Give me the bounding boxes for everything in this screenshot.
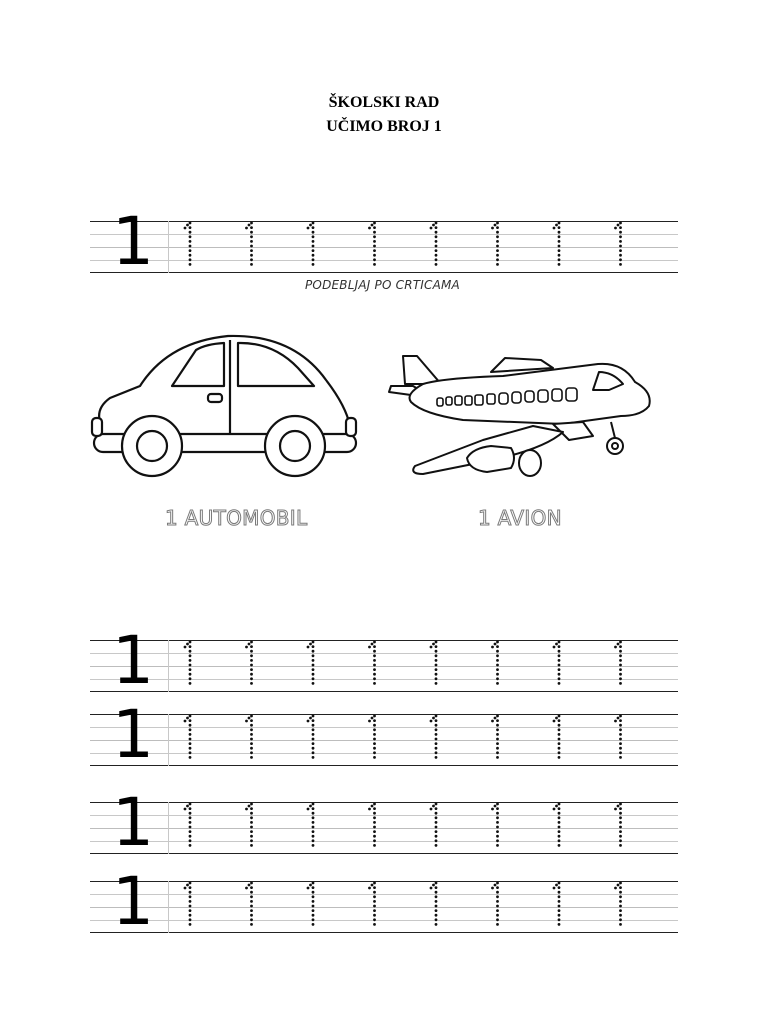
model-digit: 1 — [112, 784, 154, 861]
model-digit: 1 — [112, 696, 154, 773]
model-digit: 1 — [112, 203, 154, 280]
dotted-one-1 — [184, 641, 192, 685]
model-digit: 1 — [112, 622, 154, 699]
worksheet-subtitle: UČIMO BROJ 1 — [326, 118, 442, 135]
dotted-one-1 — [184, 222, 192, 266]
airplane-label: 1 AVION — [478, 506, 562, 530]
dotted-one-5 — [430, 715, 438, 759]
dotted-one-7 — [553, 715, 561, 759]
tracing-row-2 — [90, 622, 678, 699]
car-label: 1 AUTOMOBIL — [165, 506, 308, 530]
dotted-one-1 — [184, 803, 192, 847]
dotted-digit-guides — [90, 881, 678, 934]
dotted-one-8 — [614, 222, 622, 266]
dotted-one-2 — [245, 641, 253, 685]
dotted-digit-guides — [90, 640, 678, 693]
dotted-one-2 — [245, 222, 253, 266]
dotted-one-1 — [184, 882, 192, 926]
dotted-one-6 — [491, 882, 499, 926]
tracing-row-3 — [90, 696, 678, 773]
model-digit: 1 — [112, 863, 154, 940]
dotted-one-7 — [553, 222, 561, 266]
tracing-row-4 — [90, 784, 678, 861]
dotted-one-7 — [553, 641, 561, 685]
dotted-one-5 — [430, 803, 438, 847]
tracing-row-5 — [90, 863, 678, 940]
dotted-one-6 — [491, 803, 499, 847]
airplane-icon — [383, 350, 658, 480]
dotted-one-8 — [614, 882, 622, 926]
dotted-one-5 — [430, 882, 438, 926]
dotted-digit-guides — [90, 802, 678, 855]
dotted-one-3 — [307, 803, 315, 847]
dotted-one-5 — [430, 222, 438, 266]
dotted-one-8 — [614, 715, 622, 759]
dotted-one-8 — [614, 641, 622, 685]
dotted-digit-guides — [90, 221, 678, 274]
dotted-one-4 — [368, 641, 376, 685]
dotted-one-4 — [368, 222, 376, 266]
dotted-one-3 — [307, 882, 315, 926]
dotted-one-4 — [368, 803, 376, 847]
dotted-one-5 — [430, 641, 438, 685]
dotted-one-3 — [307, 222, 315, 266]
dotted-one-6 — [491, 715, 499, 759]
dotted-one-8 — [614, 803, 622, 847]
instruction-text: PODEBLJAJ PO CRTICAMA — [305, 278, 460, 292]
dotted-one-2 — [245, 803, 253, 847]
tracing-row-1 — [90, 203, 678, 280]
dotted-digit-guides — [90, 714, 678, 767]
dotted-one-3 — [307, 715, 315, 759]
dotted-one-4 — [368, 882, 376, 926]
dotted-one-6 — [491, 641, 499, 685]
worksheet-title: ŠKOLSKI RAD — [328, 94, 440, 111]
dotted-one-3 — [307, 641, 315, 685]
dotted-one-6 — [491, 222, 499, 266]
dotted-one-2 — [245, 882, 253, 926]
dotted-one-7 — [553, 803, 561, 847]
dotted-one-2 — [245, 715, 253, 759]
dotted-one-1 — [184, 715, 192, 759]
dotted-one-7 — [553, 882, 561, 926]
dotted-one-4 — [368, 715, 376, 759]
car-icon — [88, 328, 360, 483]
